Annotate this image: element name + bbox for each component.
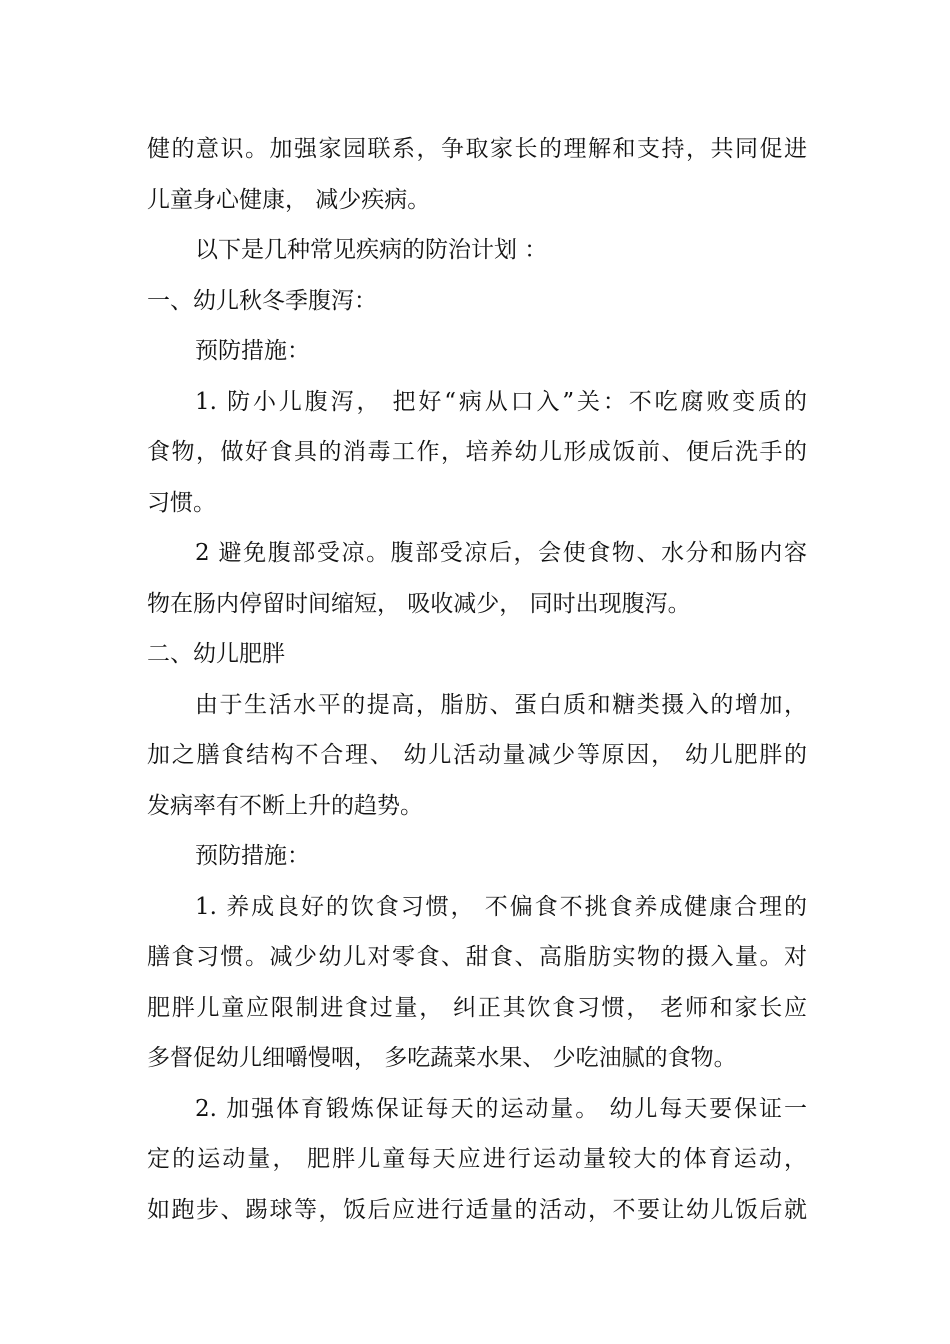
document-page — [147, 124, 807, 1235]
paragraph-obesity: 由于生活水平的提高，脂肪、蛋白质和糖类摄入的增加， — [195, 691, 807, 718]
section-heading-diarrhea: 一、幼儿秋冬季腹泻： — [147, 287, 377, 314]
list-item-1: 1. 防小儿腹泻， 把好“病从口入”关：不吃腐败变质的 — [195, 388, 807, 415]
text-line: 肥胖儿童应限制进食过量， 纠正其饮食习惯， 老师和家长应 — [147, 994, 807, 1021]
text-line: 儿童身心健康， 减少疾病。 — [147, 186, 431, 213]
text-line: 定的运动量， 肥胖儿童每天应进行运动量较大的体育运动， — [147, 1146, 807, 1172]
text-line: 如跑步、踢球等，饭后应进行适量的活动，不要让幼儿饭后就 — [147, 1196, 807, 1223]
text-line: 加之膳食结构不合理、 幼儿活动量减少等原因， 幼儿肥胖的 — [147, 742, 807, 768]
text-line: 习惯。 — [147, 489, 216, 516]
list-item-2: 2. 加强体育锻炼保证每天的运动量。 幼儿每天要保证一 — [195, 1095, 807, 1122]
text-line: 食物，做好食具的消毒工作，培养幼儿形成饭前、便后洗手的 — [147, 439, 807, 465]
text-line: 物在肠内停留时间缩短， 吸收减少， 同时出现腹泻。 — [147, 590, 691, 617]
paragraph-intro: 以下是几种常见疾病的防治计划 ： — [195, 237, 548, 263]
list-item-2: 2 避免腹部受凉。腹部受凉后，会使食物、水分和肠内容 — [195, 540, 807, 566]
subheading-prevention: 预防措施： — [195, 843, 310, 869]
list-item-1: 1. 养成良好的饮食习惯， 不偏食不挑食养成健康合理的 — [195, 893, 807, 920]
text-line: 多督促幼儿细嚼慢咽， 多吃蔬菜水果、 少吃油腻的食物。 — [147, 1045, 737, 1071]
subheading-prevention: 预防措施： — [195, 338, 310, 364]
text-line: 膳食习惯。减少幼儿对零食、甜食、高脂肪实物的摄入量。对 — [147, 944, 807, 970]
text-line: 发病率有不断上升的趋势。 — [147, 792, 423, 819]
text-line: 健的意识。加强家园联系，争取家长的理解和支持，共同促进 — [147, 136, 807, 162]
section-heading-obesity: 二、幼儿肥胖 — [147, 641, 285, 667]
